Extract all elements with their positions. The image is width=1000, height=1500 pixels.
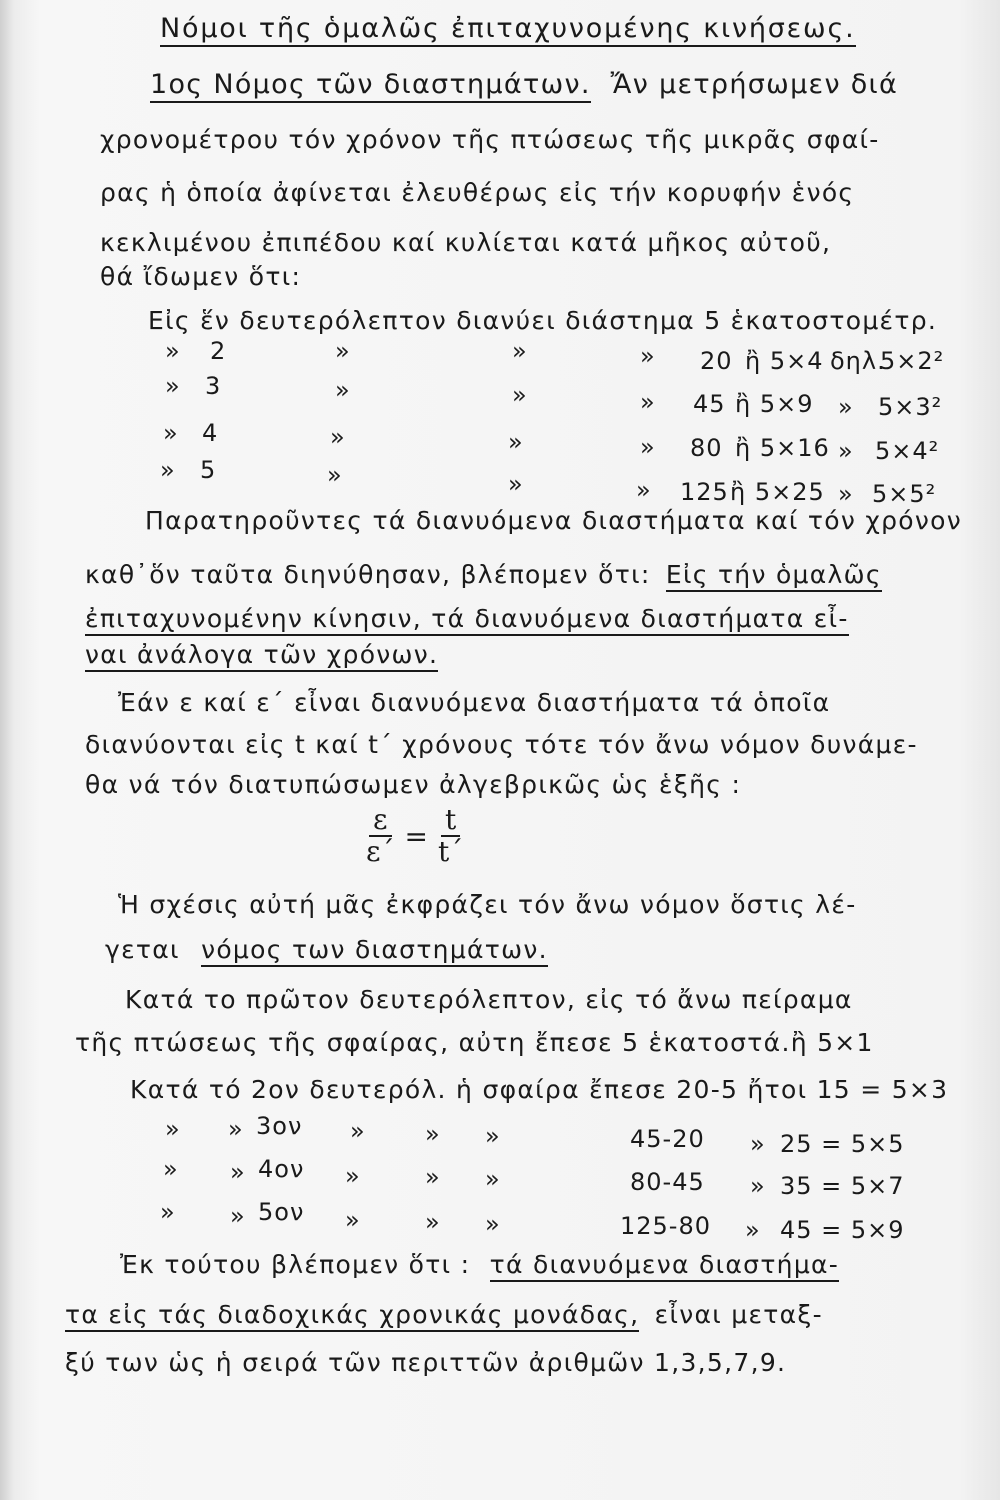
law-statement-middle: ἐπιταχυνομένην κίνησιν, τά διανυόμενα διαστήματα εἶ- [85,604,849,636]
conclusion-line-2-tail: εἶναι μεταξ- [654,1300,823,1329]
equals-sign: = [404,819,428,853]
page-title [160,14,856,44]
ditto-mark: » [425,1208,441,1236]
ditto-mark: » [327,461,343,489]
ordinal-second: 4ον [258,1155,305,1183]
abbreviation: » [838,437,854,465]
observation-line-2 [85,560,882,590]
law-statement-start: Εἰς τήν ὁμαλῶς [666,560,882,592]
ditto-mark: » [485,1122,501,1150]
distance-value: 20 [700,347,733,375]
distance-product: ἢ 5×4 [745,347,824,375]
law-name: νόμος των διαστημάτων. [201,935,548,967]
ditto-mark: » [160,456,176,484]
distance-product: ἢ 5×25 [730,478,825,506]
seconds-value: 3 [205,372,222,400]
fraction-left [362,805,399,867]
relation-line-2 [105,935,548,965]
ditto-mark: » [230,1158,246,1186]
ditto-mark: » [425,1120,441,1148]
abbreviation: » [838,480,854,508]
ordinal-second: 3ον [256,1112,303,1140]
difference-result: 25 = 5×5 [780,1130,905,1158]
ditto-mark: » [345,1162,361,1190]
square-form: 5×3² [878,393,943,421]
ditto-mark: » [485,1210,501,1238]
ditto-mark: » [330,423,346,451]
experiment-line-3: Κατά τό 2ον δευτερόλ. ἡ σφαίρα ἔπεσε 20-5 ἤτοι 15 = 5×3 [130,1075,949,1104]
distance-value: 125 [680,478,729,506]
law-statement-end: ναι ἀνάλογα τῶν χρόνων. [85,640,438,672]
ditto-mark: » [485,1165,501,1193]
ditto-mark: » [163,1155,179,1183]
ditto-mark: » [640,342,656,370]
abbreviation: δηλ. [830,347,886,375]
ditto-mark: » [335,376,351,404]
ditto-mark: » [163,419,179,447]
ditto-mark: » [508,470,524,498]
square-form: 5×5² [872,480,937,508]
denominator-t-prime: t΄ [437,835,464,868]
ditto-mark: » [745,1216,761,1244]
title-text: Νόμοι τῆς ὁμαλῶς ἐπιταχυνομένης κινήσεως. [160,13,856,47]
relation-line-1: Ἡ σχέσις αὐτή μᾶς ἐκφράζει τόν ἄνω νόμον ὅστις λέ- [118,890,857,919]
intro-line-3: ρας ἡ ὁποία ἀφίνεται ἐλευθέρως εἰς τήν κορυφήν ἑνός [100,178,855,207]
conclusion-line-1 [120,1250,839,1280]
intro-line-1: Ἄν μετρήσωμεν διά [610,69,899,100]
conclusion-statement-end: τα εἰς τάς διαδοχικάς χρονικάς μονάδας, [65,1300,639,1332]
relation-line-2-text: γεται [105,935,180,964]
ditto-mark: » [512,381,528,409]
observation-line-1: Παρατηροῦντες τά διανυόμενα διαστήματα καί τόν χρόνον [145,506,962,535]
ditto-mark: » [345,1206,361,1234]
distance-value: 80 [690,434,723,462]
law-heading-line [150,70,898,100]
distance-value: 45 [693,390,726,418]
ditto-mark: » [512,337,528,365]
square-form: 5×2² [880,347,945,375]
distance-product: ἢ 5×16 [735,434,830,462]
ordinal-second: 5ον [258,1198,305,1226]
intro-line-4: κεκλιμένου ἐπιπέδου καί κυλίεται κατά μῆκος αὐτοῦ, [100,228,832,257]
seconds-value: 5 [200,456,217,484]
numerator-epsilon: ε [369,805,392,837]
seconds-value: 2 [210,337,227,365]
numerator-t: t [441,805,460,837]
ditto-mark: » [335,337,351,365]
ditto-mark: » [425,1163,441,1191]
ditto-mark: » [165,337,181,365]
ditto-mark: » [228,1115,244,1143]
ditto-mark: » [350,1117,366,1145]
observation-line-3 [85,604,849,634]
ditto-mark: » [640,388,656,416]
conclusion-intro: Ἐκ τούτου βλέπομεν ὅτι : [120,1250,471,1279]
difference-calc: 80-45 [630,1168,705,1196]
ditto-mark: » [750,1130,766,1158]
observation-line-2-text: καθ᾽ὅν ταῦτα διηνύθησαν, βλέπομεν ὅτι: [85,560,651,589]
difference-result: 35 = 5×7 [780,1172,905,1200]
algebra-line-2: διανύονται εἰς t καί t΄ χρόνους τότε τόν ἄνω νόμον δυνάμε- [85,730,918,759]
law-heading: 1ος Νόμος τῶν διαστημάτων. [150,69,591,103]
seconds-value: 4 [202,419,219,447]
intro-line-2: χρονομέτρου τόν χρόνον τῆς πτώσεως τῆς μικρᾶς σφαί- [100,125,880,154]
observation-line-4 [85,640,438,670]
ditto-mark: » [160,1198,176,1226]
conclusion-line-2 [65,1300,823,1330]
intro-line-5: θά ἴδωμεν ὅτι: [100,262,302,291]
algebra-line-1: Ἐάν ε καί ε΄ εἶναι διανυόμενα διαστήματα τά ὁποῖα [118,688,831,717]
ditto-mark: » [750,1172,766,1200]
difference-result: 45 = 5×9 [780,1216,905,1244]
experiment-line-1: Κατά το πρῶτον δευτερόλεπτον, εἰς τό ἄνω πείραμα [125,985,853,1014]
distance-product: ἢ 5×9 [735,390,814,418]
ditto-mark: » [640,433,656,461]
ditto-mark: » [165,372,181,400]
difference-calc: 125-80 [620,1212,712,1240]
abbreviation: » [838,393,854,421]
fraction-right [434,805,467,867]
ditto-mark: » [508,428,524,456]
square-form: 5×4² [875,437,940,465]
ditto-mark: » [165,1115,181,1143]
measurement-first-line: Εἰς ἕν δευτερόλεπτον διανύει διάστημα 5 ἑκατοστομέτρ. [148,306,938,335]
ditto-mark: » [230,1202,246,1230]
difference-calc: 45-20 [630,1125,705,1153]
conclusion-statement-start: τά διανυόμενα διαστήμα- [490,1250,840,1282]
experiment-line-2: τῆς πτώσεως τῆς σφαίρας, αὐτη ἔπεσε 5 ἑκατοστά.ἢ 5×1 [75,1028,874,1057]
conclusion-line-3: ξύ των ὡς ἡ σειρά τῶν περιττῶν ἀριθμῶν 1,3,5,7,9. [65,1348,787,1377]
denominator-epsilon-prime: ε΄ [366,835,395,868]
algebra-line-3: θα νά τόν διατυπώσωμεν ἀλγεβρικῶς ὡς ἑξῆς : [85,770,742,799]
ditto-mark: » [636,476,652,504]
law-formula [362,805,467,867]
